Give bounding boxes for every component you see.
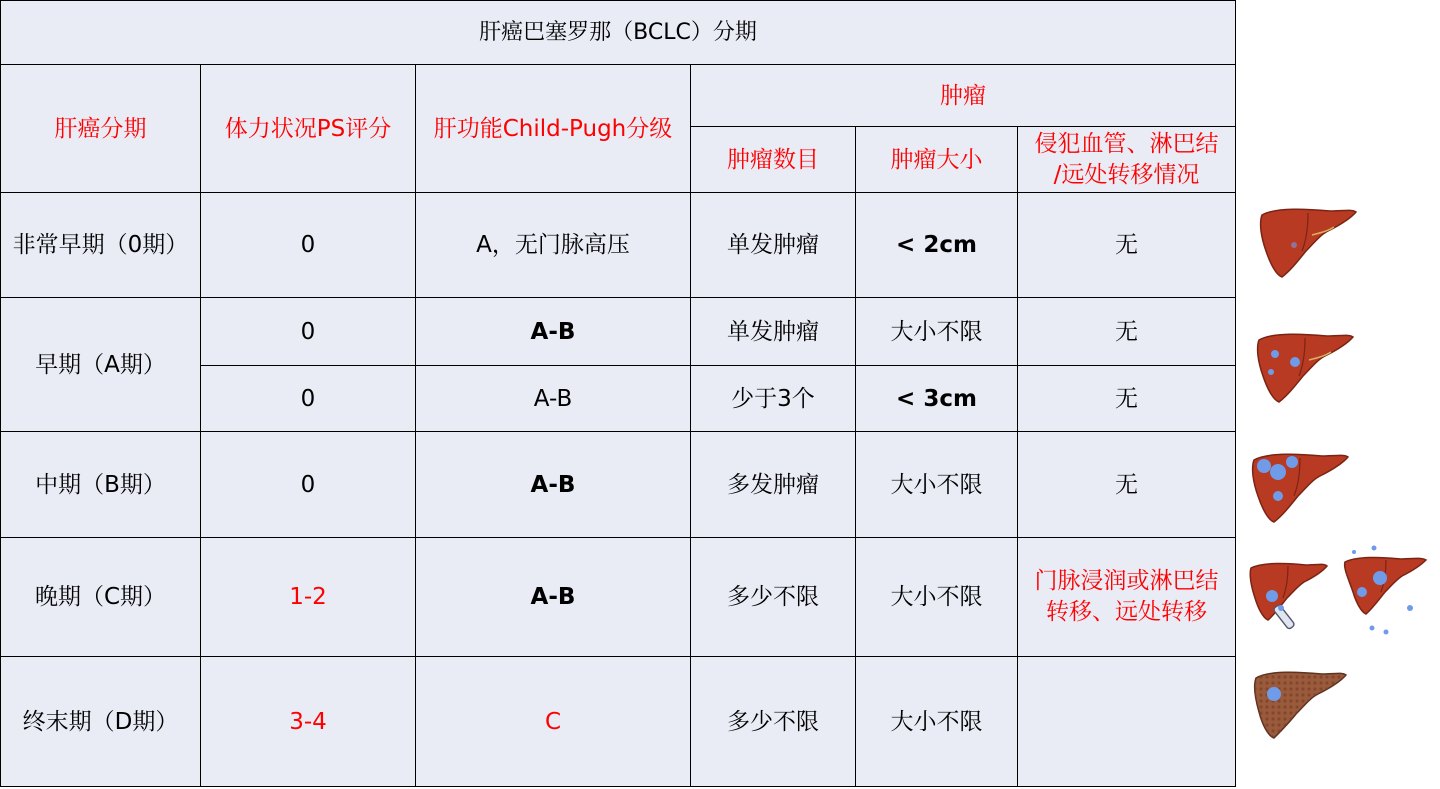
child-pugh-cell: A-B [416,366,691,432]
liver-stage-d-cirrhotic-illustration [1252,668,1348,740]
invasion-cell: 无 [1018,193,1236,298]
table-title: 肝癌巴塞罗那（BCLC）分期 [1,1,1236,65]
liver-icon [1248,560,1330,632]
liver-stage-b-illustration [1250,450,1350,526]
child-pugh-cell: A-B [416,538,691,657]
invasion-cell: 无 [1018,432,1236,538]
tumor-count-cell: 单发肿瘤 [691,193,856,298]
ps-cell: 0 [201,366,416,432]
child-pugh-cell: A-B [416,298,691,366]
tumor-size-cell: 大小不限 [856,432,1018,538]
invasion-cell: 无 [1018,298,1236,366]
child-pugh-cell: C [416,657,691,787]
header-ps-score: 体力状况PS评分 [201,65,416,193]
liver-stage-0-illustration [1258,205,1358,281]
stage-cell: 晚期（C期） [1,538,201,657]
tumor-size-cell: 大小不限 [856,538,1018,657]
stage-cell: 早期（A期） [1,298,201,432]
tumor-size-cell: < 3cm [856,366,1018,432]
header-tumor-count: 肿瘤数目 [691,127,856,193]
ps-cell: 3-4 [201,657,416,787]
tumor-count-cell: 多少不限 [691,657,856,787]
invasion-cell: 无 [1018,366,1236,432]
ps-cell: 0 [201,193,416,298]
child-pugh-cell: A，无门脉高压 [416,193,691,298]
tumor-count-cell: 少于3个 [691,366,856,432]
header-stage: 肝癌分期 [1,65,201,193]
liver-stage-c-metastasis-illustration [1342,542,1432,637]
ps-cell: 0 [201,432,416,538]
table-row [1,193,1236,298]
tumor-size-cell: 大小不限 [856,657,1018,787]
stage-cell: 中期（B期） [1,432,201,538]
header-tumor-size: 肿瘤大小 [856,127,1018,193]
ps-cell: 0 [201,298,416,366]
header-tumor: 肿瘤 [691,65,1236,127]
tumor-count-cell: 单发肿瘤 [691,298,856,366]
header-child-pugh: 肝功能Child-Pugh分级 [416,65,691,193]
invasion-line2: 转移、远处转移 [1046,599,1208,625]
child-pugh-cell: A-B [416,432,691,538]
table-row [1,538,1236,657]
liver-icon [1252,668,1348,740]
liver-icon [1250,450,1350,526]
header-invasion-line1: 侵犯血管、淋巴结 [1034,130,1219,157]
ps-cell: 1-2 [201,538,416,657]
liver-icon [1342,542,1432,637]
invasion-cell [1018,657,1236,787]
tumor-count-cell: 多少不限 [691,538,856,657]
table-row [1,298,1236,366]
liver-stage-a-illustration [1255,330,1355,406]
invasion-cell [1018,538,1236,657]
liver-stage-c-vascular-illustration [1248,560,1330,632]
liver-icon [1255,330,1355,406]
liver-icon [1258,205,1358,281]
tumor-size-cell: 大小不限 [856,298,1018,366]
stage-cell: 终末期（D期） [1,657,201,787]
stage-cell: 非常早期（0期） [1,193,201,298]
header-invasion [1018,127,1236,193]
invasion-line1: 门脉浸润或淋巴结 [1034,568,1219,594]
table-row [1,657,1236,787]
table-row [1,432,1236,538]
tumor-count-cell: 多发肿瘤 [691,432,856,538]
header-invasion-line2: /远处转移情况 [1053,161,1200,188]
tumor-size-cell: < 2cm [856,193,1018,298]
